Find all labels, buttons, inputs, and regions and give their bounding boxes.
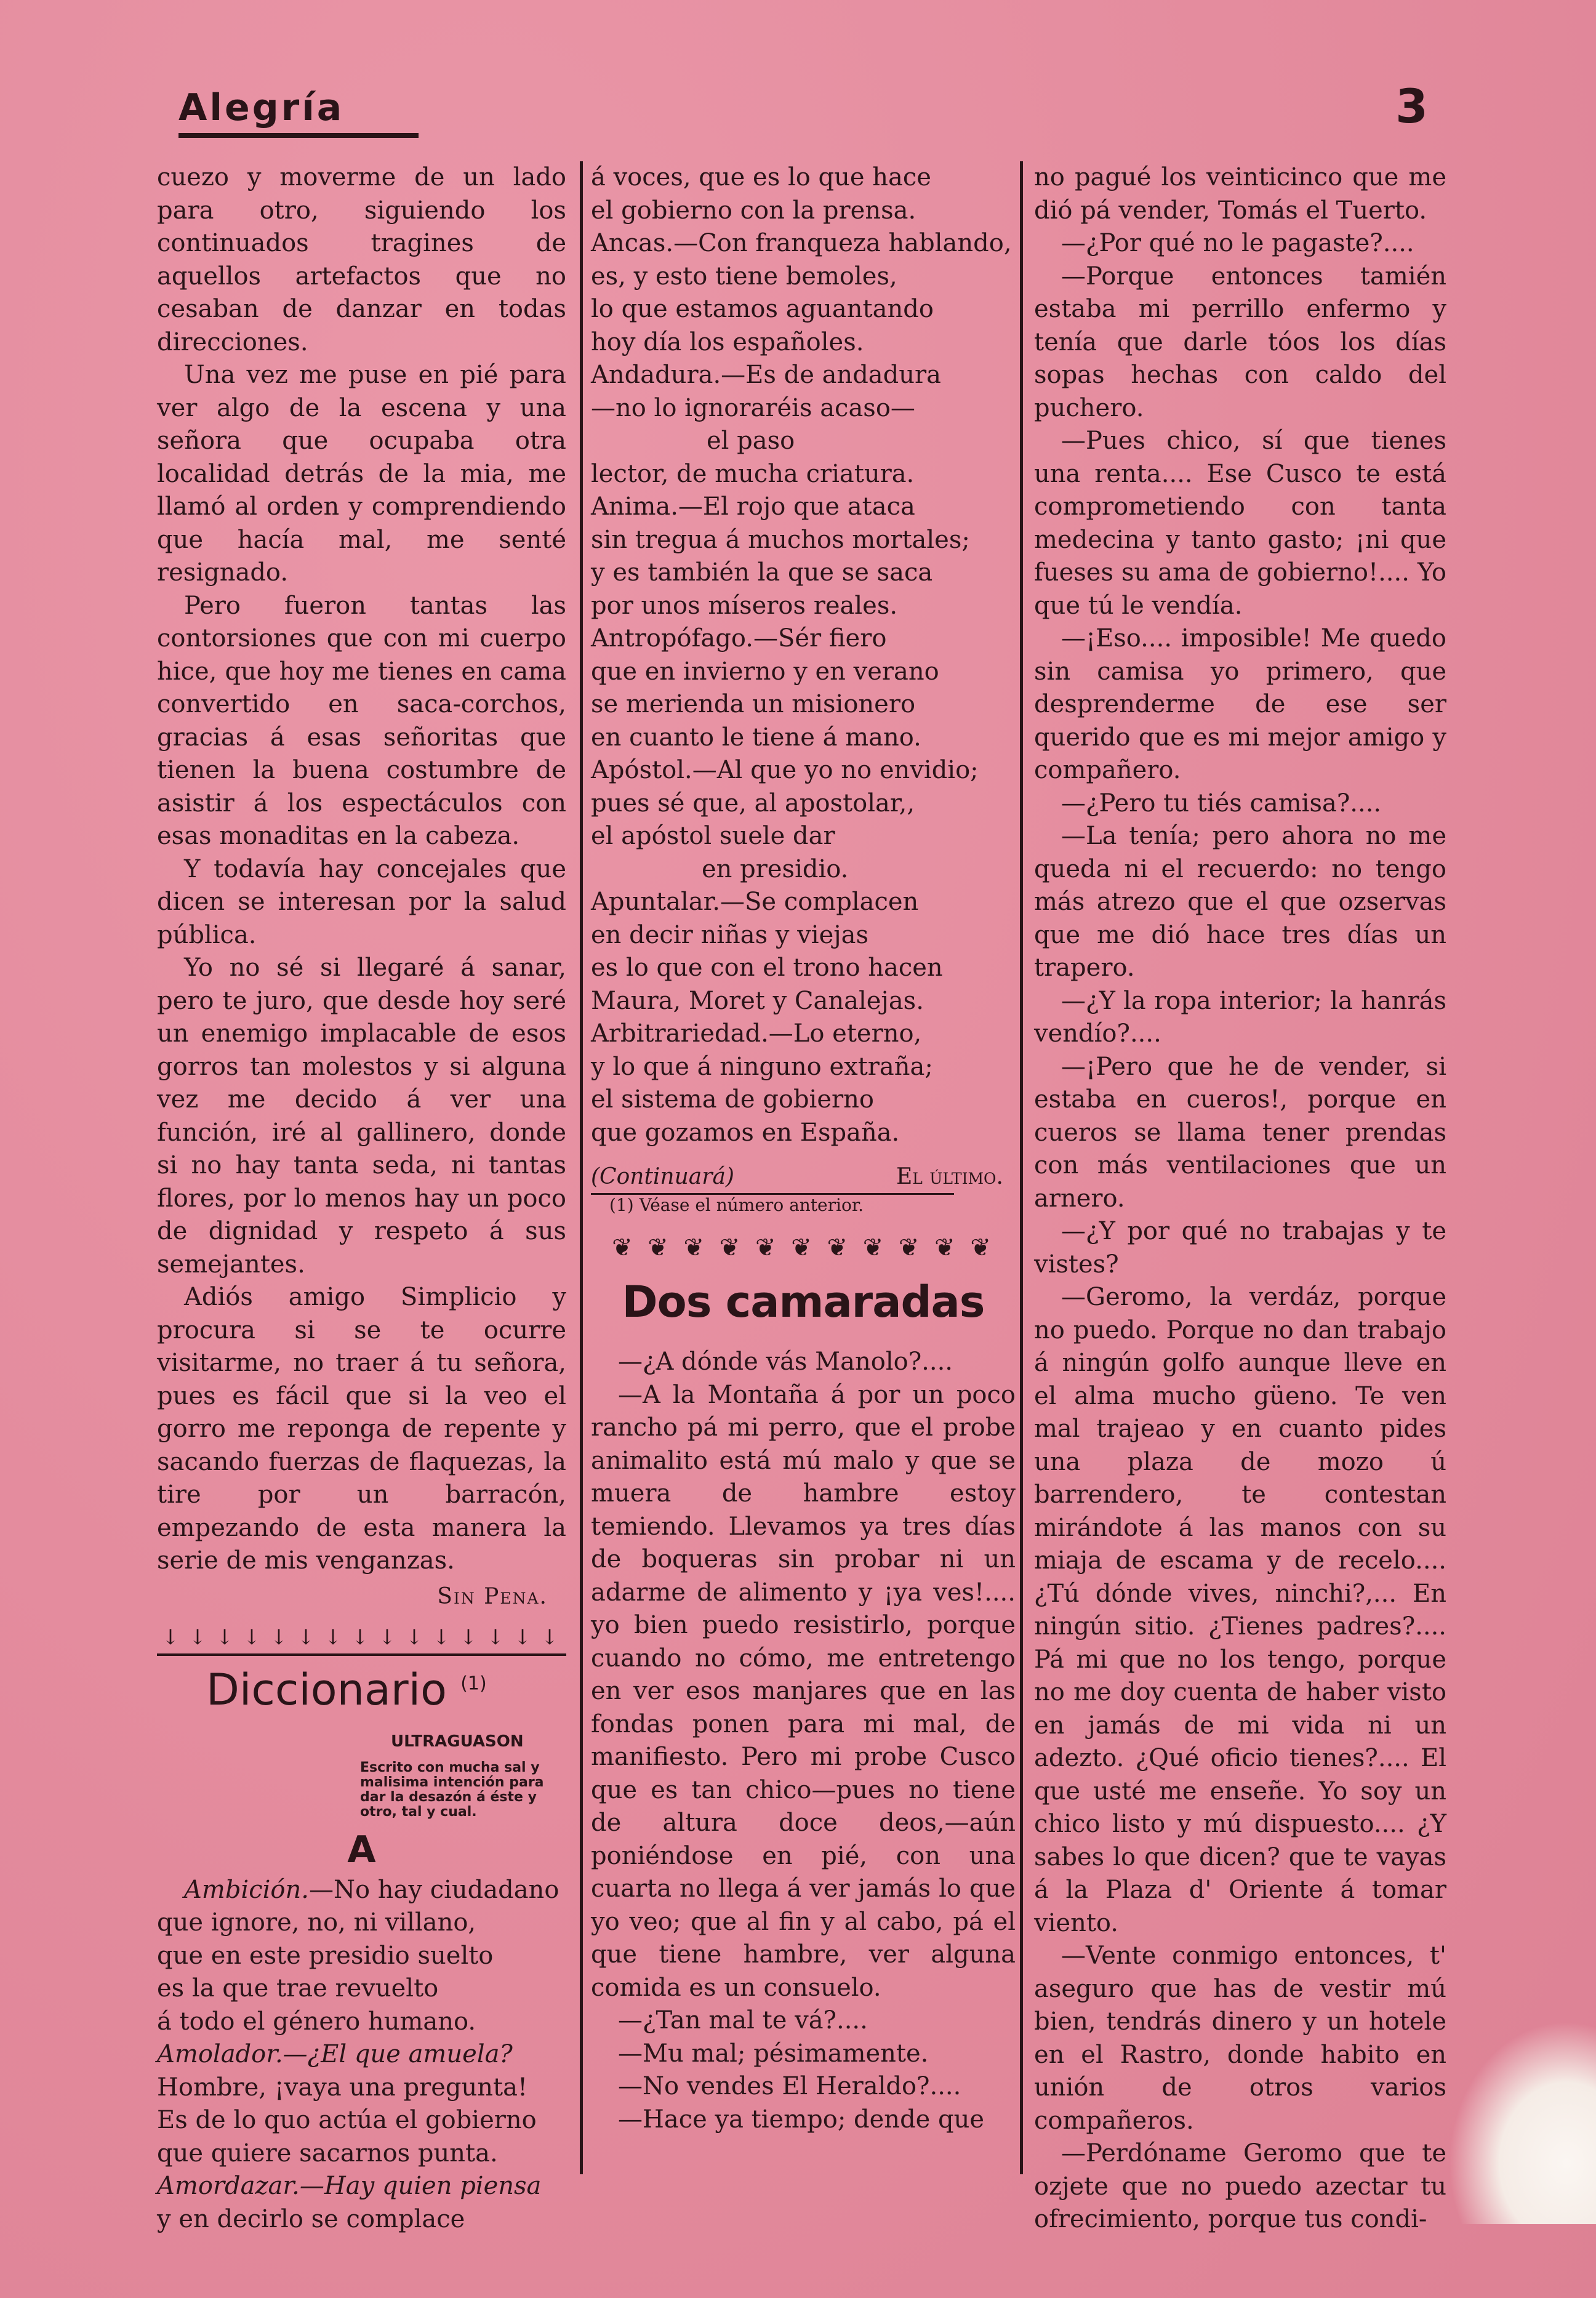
verse-line: Es de lo quo actúa el gobierno	[157, 2106, 537, 2134]
signature-sin-pena: Sin Pena.	[437, 1583, 548, 1609]
verse-line: se merienda un misionero	[591, 690, 916, 718]
section-letter: A	[347, 1828, 376, 1871]
verse-line: en decir niñas y viejas	[591, 920, 869, 949]
page-header	[178, 79, 1428, 142]
paragraph: Una vez me puse en pié para ver algo de la escena y una señora que ocupaba otra localidad detrás de la mia, me llamó al orden y comprendiendo que hacía mal, me senté resignado.	[157, 361, 566, 587]
paragraph: Yo no sé si llegaré á sanar, pero te juro, que desde hoy seré un enemigo implacable de esos gorros tan molestos y si alguna vez me decido á ver una función, iré al gallinero, donde si no hay tanta seda, ni tantas flores, por lo menos hay un poco de dignidad y respeto á sus semejantes.	[157, 954, 566, 1279]
leaf-ornament-divider: ❦ ❦ ❦ ❦ ❦ ❦ ❦ ❦ ❦ ❦ ❦	[612, 1234, 995, 1262]
paragraph: —¡Eso.... imposible! Me quedo sin camisa yo primero, que desprenderme de ese ser querido que es mi mejor amigo y compañero.	[1034, 624, 1446, 784]
verse-line: Ancas.—Con franqueza hablando,	[591, 229, 1012, 257]
verse-line: Maura, Moret y Canalejas.	[591, 986, 924, 1015]
continuara-label: (Continuará)	[591, 1164, 734, 1189]
masthead: Alegría	[178, 86, 345, 129]
verse-line: Apuntalar.—Se complacen	[591, 888, 919, 916]
verse-line: Hombre, ¡vaya una pregunta!	[157, 2073, 528, 2102]
paragraph: cuezo y moverme de un lado para otro, siguiendo los continuados tragines de aquellos artefactos que no cesaban de danzar en todas direcciones.	[157, 163, 566, 356]
story-title: Dos camaradas	[622, 1277, 985, 1327]
verse-line: el sistema de gobierno	[591, 1085, 874, 1114]
verse-line: á todo el género humano.	[157, 2007, 476, 2036]
verse-line: Amordazar.—Hay quien piensa	[157, 2172, 542, 2200]
column-rule-2	[1020, 161, 1023, 2174]
verse-line: Anima.—El rojo que ataca	[591, 492, 915, 521]
verse-line: á voces, que es lo que hace	[591, 163, 931, 191]
dictionary-title-text: Diccionario	[206, 1664, 447, 1715]
verse-line: que en invierno y en verano	[591, 657, 939, 686]
verse-line: el gobierno con la prensa.	[591, 196, 916, 225]
paragraph: —¿A dónde vás Manolo?....	[618, 1348, 953, 1376]
paragraph: —Geromo, la verdáz, porque no puedo. Porque no dan trabajo á ningún golfo aunque lleve en el alma mucho güeno. Te ven mal trajeao y en cuanto pides una plaza de mozo ú barrendero, te contestan mirándote á las manos con su miaja de escama y de recelo.... ¿Tú dónde vives, ninchi?,... En ningún sitio. ¿Tienes padres?.... Pá mi que no los tengo, porque no me doy cuenta de haber visto en jamás de mi vida ni un adezto. ¿Qué oficio tienes?.... El que usté me enseñe. Yo soy un chico listo y mú dispuesto.... ¿Y sabes lo que dicen? que te vayas á la Plaza d' Oriente á tomar viento.	[1034, 1283, 1446, 1937]
verse-line: y es también la que se saca	[591, 558, 933, 587]
verse-line: Andadura.—Es de andadura	[591, 361, 941, 389]
verse-line: pues sé que, al apostolar,,	[591, 789, 915, 818]
verse-line: Ambición.—No hay ciudadano	[184, 1875, 559, 1904]
verse-line: es la que trae revuelto	[157, 1974, 439, 2003]
column-1	[157, 161, 566, 2233]
verse-line: —no lo ignoraréis acaso—	[591, 393, 915, 422]
paragraph: —La tenía; pero ahora no me queda ni el recuerdo: no tengo más atrezo que el que ozservas que me dió hace tres días un trapero.	[1034, 822, 1446, 982]
paragraph: —¿Y por qué no trabajas y te vistes?	[1034, 1217, 1446, 1279]
dictionary-note: Escrito con mucha sal y malisima intención para dar la desazón á éste y otro, tal y cual.	[360, 1759, 544, 1820]
footnote: (1) Véase el número anterior.	[591, 1193, 954, 1215]
verse-line: Amolador.—¿El que amuela?	[157, 2040, 513, 2068]
paragraph: —Porque entonces tamién estaba mi perrillo enfermo y tenía que darle tóos los días sopas hechas con caldo del puchero.	[1034, 262, 1446, 422]
paragraph: —Pues chico, sí que tienes una renta.... Ese Cusco te está comprometiendo con tanta medecina y tanto gasto; ¡ni que fueses su ama de gobierno!.... Yo que tú le vendía.	[1034, 427, 1446, 620]
verse-line: y lo que á ninguno extraña;	[591, 1052, 933, 1081]
author-signature: El último.	[896, 1164, 1003, 1189]
verse-line: lo que estamos aguantando	[591, 295, 934, 323]
verse-line: y en decirlo se complace	[157, 2204, 465, 2233]
arrow-ornament-divider: ↓ ↓ ↓ ↓ ↓ ↓ ↓ ↓ ↓ ↓ ↓ ↓ ↓ ↓ ↓	[157, 1625, 566, 1656]
column-3	[1034, 161, 1446, 2233]
paragraph: —Vente conmigo entonces, t' aseguro que has de vestir mú bien, tendrás dinero y un hotele en el Rastro, donde habito en unión de otros varios compañeros.	[1034, 1942, 1446, 2135]
verse-line: es lo que con el trono hacen	[591, 954, 943, 982]
verse-line: el paso	[707, 427, 795, 455]
page-number: 3	[1395, 79, 1428, 134]
verse-line: el apóstol suele dar	[591, 822, 835, 850]
verse-line: Antropófago.—Sér fiero	[591, 624, 887, 653]
paragraph: —¿Y la ropa interior; la hanrás vendío?....	[1034, 986, 1446, 1048]
paragraph: —Hace ya tiempo; dende que	[618, 2105, 985, 2134]
verse-line: que en este presidio suelto	[157, 1941, 494, 1970]
verse-line: que quiere sacarnos punta.	[157, 2139, 498, 2167]
paragraph: —¡Pero que he de vender, si estaba en cueros!, porque en cueros se llama tener prendas con más ventilaciones que un arnero.	[1034, 1052, 1446, 1213]
paragraph: Pero fueron tantas las contorsiones que con mi cuerpo hice, que hoy me tienes en cama convertido en saca-corchos, gracias á esas señoritas que tienen la buena costumbre de asistir á los espectáculos con esas monaditas en la cabeza.	[157, 591, 566, 850]
paragraph: Adiós amigo Simplicio y procura si se te ocurre visitarme, no traer á tu señora, pues es fácil que si la veo el gorro me reponga de repente y sacando fuerzas de flaquezas, la tire por un barracón, empezando de esta manera la serie de mis venganzas.	[157, 1283, 566, 1575]
footnote-mark: (1)	[460, 1673, 487, 1695]
paragraph: —¿Pero tu tiés camisa?....	[1061, 789, 1382, 818]
dictionary-author: ULTRAGUASON	[391, 1732, 524, 1751]
paragraph: —No vendes El Heraldo?....	[618, 2072, 961, 2100]
verse-line: en presidio.	[702, 854, 849, 883]
paper-tear-stain	[1448, 2021, 1596, 2224]
verse-line: en cuanto le tiene á mano.	[591, 723, 921, 752]
verse-line: hoy día los españoles.	[591, 327, 864, 356]
masthead-underline	[178, 133, 419, 138]
paragraph: —¿Tan mal te vá?....	[618, 2006, 868, 2035]
dictionary-title	[157, 1665, 566, 1715]
verse-line: es, y esto tiene bemoles,	[591, 262, 897, 291]
paragraph: Y todavía hay concejales que dicen se interesan por la salud pública.	[157, 854, 566, 949]
verse-line: Arbitrariedad.—Lo eterno,	[591, 1019, 922, 1048]
verse-line: Apóstol.—Al que yo no envidio;	[591, 756, 979, 784]
verse-line: lector, de mucha criatura.	[591, 459, 915, 488]
column-rule-1	[580, 161, 583, 2174]
paragraph: —A la Montaña á por un poco rancho pá mi perro, que el probe animalito está mú malo y que se muera de hambre estoy temiendo. Llevamos ya tres días de boqueras sin probar ni un adarme de alimento y ¡ya ves!.... yo bien puedo resistirlo, porque cuando no cómo, me entretengo en ver esos manjares que en las fondas ponen para mi mal, de manifiesto. Pero mi probe Cusco que es tan chico—pues no tiene de altura doce deos,—aún poniéndose en pié, con una cuarta no llega á ver jamás lo que yo veo; que al fin y al cabo, pá el que tiene hambre, ver alguna comida es un consuelo.	[591, 1380, 1016, 2002]
column-2	[591, 161, 1016, 2193]
verse-line: que gozamos en España.	[591, 1118, 900, 1147]
verse-line: sin tregua á muchos mortales;	[591, 525, 970, 554]
paragraph: —Perdóname Geromo que te ozjete que no puedo azectar tu ofrecimiento, porque tus condi-	[1034, 2139, 1446, 2233]
verse-line: que ignore, no, ni villano,	[157, 1908, 476, 1937]
verse-line: por unos míseros reales.	[591, 591, 898, 620]
paragraph: —Mu mal; pésimamente.	[618, 2039, 929, 2068]
verse-keyword: Ambición.	[184, 1875, 309, 1904]
paragraph: no pagué los veinticinco que me dió pá vender, Tomás el Tuerto.	[1034, 163, 1446, 225]
paragraph: —¿Por qué no le pagaste?....	[1061, 229, 1414, 257]
continuation-line	[591, 1164, 1016, 1189]
